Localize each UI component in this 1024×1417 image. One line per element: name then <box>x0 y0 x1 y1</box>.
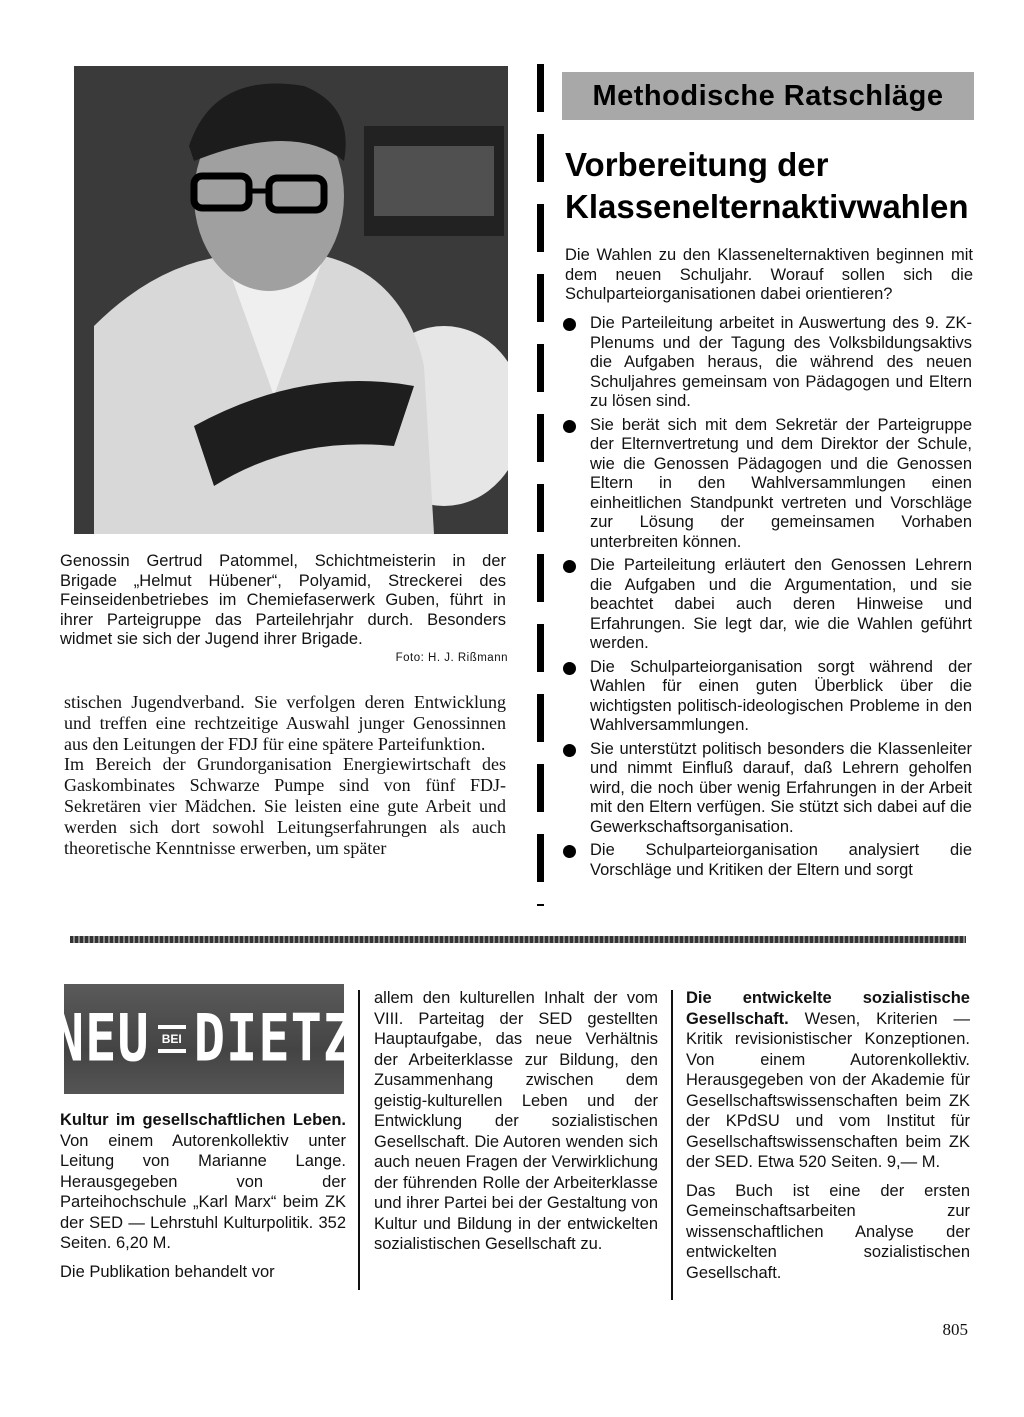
book-title: Die entwickelte sozialistische Gesellschaft. <box>686 989 970 1028</box>
book-review-1-continuation <box>374 988 658 1263</box>
book-details: Von einem Autorenkollektiv unter Leitung von Marianne Lange. Herausgegeben von der Parteihochschule „Karl Marx“ beim ZK der SED — Lehrstuhl Kulturpolitik. 352 Seiten. 6,20 M. <box>60 1131 346 1252</box>
list-item: Die Schulparteiorganisation sorgt während der Wahlen für einen guten Überblick über die wichtigsten politisch-ideologischen Probleme in den Wahlversammlungen. <box>562 658 972 736</box>
column-rule <box>671 990 673 1300</box>
article-intro: Die Wahlen zu den Klassenelternaktiven beginnen mit dem neuen Schuljahr. Worauf sollen sich die Schulparteiorganisationen dabei orientieren? <box>565 246 973 303</box>
neu-bei-dietz-banner <box>52 984 356 1094</box>
paragraph <box>686 988 970 1173</box>
bullet-list <box>562 314 972 884</box>
book-title: Kultur im gesellschaftlichen Leben. <box>60 1111 346 1129</box>
bullet-dot-icon <box>563 744 576 757</box>
portrait-photo-icon <box>74 66 508 534</box>
article-headline <box>565 144 985 228</box>
book-details: Wesen, Kriterien — Kritik revisionistischer Konzeptionen. Von einem Autorenkollektiv. Herausgegeben von der Akademie für Gesellschaftswissenschaften beim ZK der KPdSU und vom Institut für Gesellschaftswissenschaften beim ZK der SED. Etwa 520 Seiten. 9,— M. <box>686 1009 970 1171</box>
bullet-dot-icon <box>563 318 576 331</box>
list-item: Die Schulparteiorganisation analysiert die Vorschläge und Kritiken der Eltern und sorgt <box>562 841 972 880</box>
paragraph: Das Buch ist eine der ersten Gemeinschaftsarbeiten zur wissenschaftlichen Analyse der entwickelten sozialistischen Gesellschaft. <box>686 1181 970 1282</box>
portrait-photo <box>74 66 508 534</box>
section-tag: Methodische Ratschläge <box>562 72 974 120</box>
bullet-dot-icon <box>563 420 576 433</box>
list-item: Sie berät sich mit dem Sekretär der Parteigruppe der Elternvertretung und dem Direktor der Schule, wie die Genossen Pädagogen und die Genossen Eltern in den Wahlversammlungen einen einheitlichen Standpunkt vertreten und Vorschläge zur Lösung der gemeinsamen Vorhaben unterbreiten können. <box>562 416 972 553</box>
bullet-dot-icon <box>563 560 576 573</box>
bullet-dot-icon <box>563 845 576 858</box>
book-review-2 <box>686 988 970 1291</box>
left-article-continuation <box>64 692 506 858</box>
headline-line: Klassenelternaktivwahlen <box>565 188 969 225</box>
list-item: Die Parteileitung arbeitet in Auswertung des 9. ZK-Plenums und der Tagung des Volksbildungsaktivs die Aufgaben heraus, die während des neuen Schuljahres gemeinsam von Pädagogen und Eltern zu lösen sind. <box>562 314 972 412</box>
photo-credit: Foto: H. J. Rißmann <box>395 652 508 664</box>
banner-dietz: DIETZ <box>193 1001 356 1077</box>
headline-line: Vorbereitung der <box>565 146 829 183</box>
book-review-1 <box>60 1110 346 1290</box>
horizontal-divider <box>70 936 966 943</box>
column-separator <box>537 64 544 906</box>
list-item: Sie unterstützt politisch besonders die Klassenleiter und nimmt Einfluß darauf, daß Lehrern geholfen wird, die noch über wenig Erfahrungen in der Arbeit mit den Eltern verfügen. Sie stützt sich dabei auf die Gewerkschaftsorganisation. <box>562 740 972 838</box>
paragraph <box>60 1110 346 1254</box>
paragraph: allem den kulturellen Inhalt der vom VIII. Parteitag der SED gestellten Hauptaufgabe, das neue Verhältnis der Arbeiterklasse zur Bildung, den Zusammenhang zwischen dem geistig-kulturellen Leben und der Entwicklung der sozialistischen Gesellschaft. Die Autoren wenden sich auch neuen Fragen der Verwirklichung der führenden Rolle der Arbeiterklasse und ihrer Partei bei der Gestaltung von Kultur und Bildung in der entwickelten sozialistischen Gesellschaft zu. <box>374 989 658 1253</box>
paragraph: stischen Jugendverband. Sie verfolgen deren Entwicklung und treffen eine rechtzeitige Auswahl junger Genossinnen aus den Leitungen der FDJ für eine spätere Parteifunktion. <box>64 692 506 754</box>
paragraph: Die Publikation behandelt vor <box>60 1262 275 1281</box>
bullet-dot-icon <box>563 662 576 675</box>
banner-neu: NEU <box>52 1001 150 1077</box>
banner-bei: BEI <box>158 1025 186 1053</box>
list-item: Die Parteileitung erläutert den Genossen Lehrern die Aufgaben und die Argumentation, und sie beachtet dabei auch deren Hinweise und Erfahrungen. Sie legt dar, wie die Wahlen geführt werden. <box>562 556 972 654</box>
photo-caption: Genossin Gertrud Patommel, Schichtmeisterin in der Brigade „Helmut Hübener“, Polyamid, Streckerei des Feinseidenbetriebes im Chemiefaserwerk Guben, führt in ihrer Parteigruppe das Parteilehrjahr durch. Besonders widmet sie sich der Jugend ihrer Brigade. <box>60 552 506 648</box>
paragraph: Im Bereich der Grundorganisation Energiewirtschaft des Gaskombinates Schwarze Pumpe sind von fünf FDJ-Sekretären vier Mädchen. Sie leisten eine gute Arbeit und werden sich dort sowohl Leitungserfahrungen als auch theoretische Kenntnisse erwerben, um später <box>64 754 506 858</box>
page-number: 805 <box>942 1320 968 1339</box>
column-rule <box>358 990 360 1290</box>
